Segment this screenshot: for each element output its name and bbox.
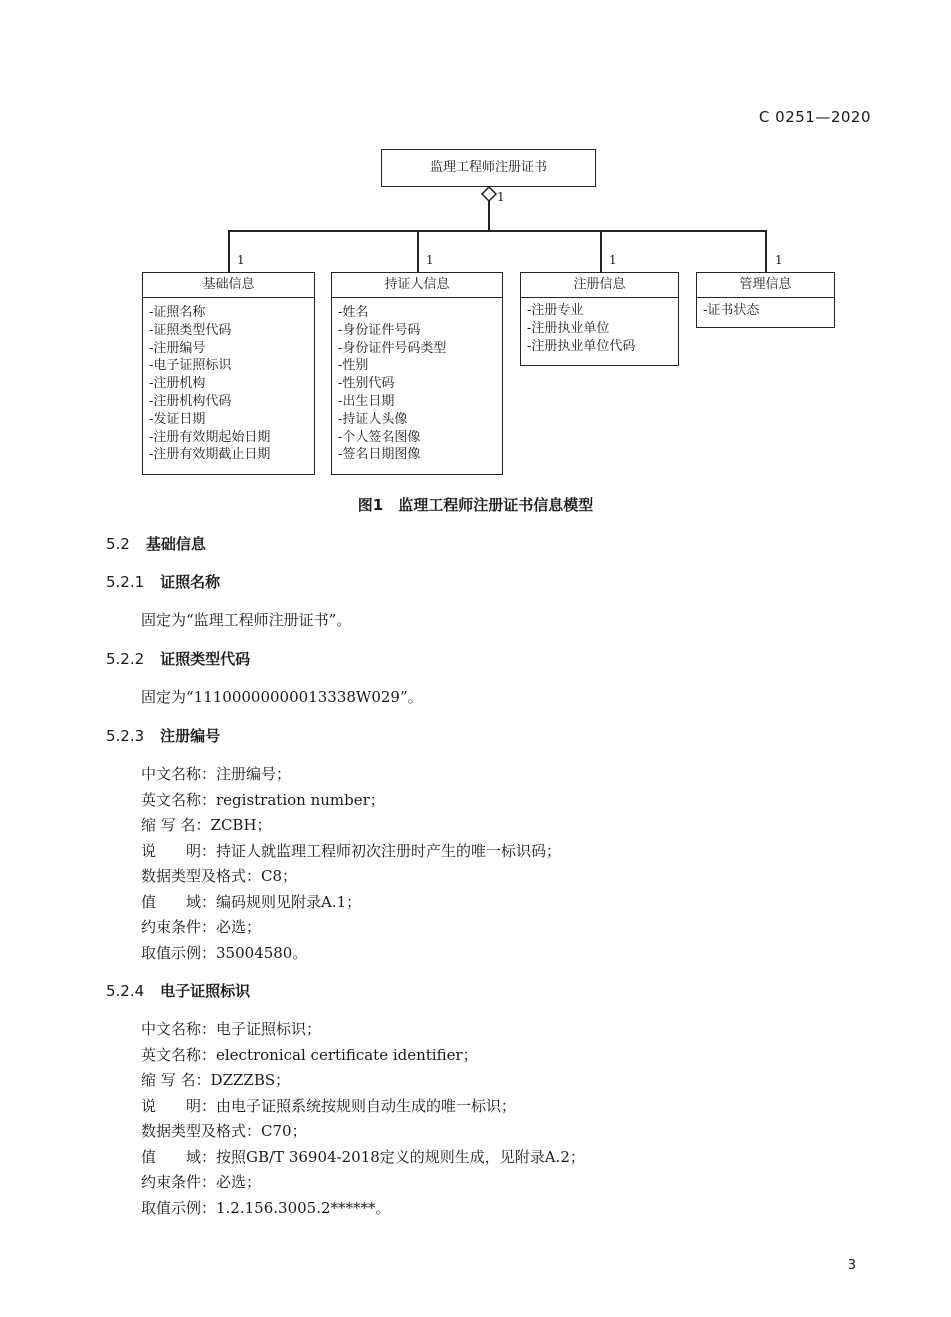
paragraph: 固定为“11100000000013338W029”。 — [141, 688, 423, 706]
field-line: 值 域：编码规则见附录A.1； — [141, 893, 362, 911]
attribute-item: -性别 — [338, 358, 369, 374]
class-box-basic-info — [142, 272, 315, 475]
section-number: 5.2.4 — [106, 982, 145, 1000]
attribute-item: -出生日期 — [338, 393, 395, 409]
section-number: 5.2.2 — [106, 650, 145, 668]
field-line: 中文名称：电子证照标识； — [141, 1020, 322, 1038]
field-line: 英文名称：electronical certificate identifier； — [141, 1046, 478, 1064]
connector-line — [417, 230, 419, 273]
connector-line — [765, 230, 767, 273]
root-class-title: 监理工程师注册证书 — [429, 160, 547, 175]
section-heading — [106, 648, 250, 669]
section-number: 5.2 — [106, 535, 130, 553]
attribute-item: -注册执业单位 — [527, 320, 610, 336]
section-title: 基础信息 — [145, 535, 206, 553]
document-code: C 0251—2020 — [758, 108, 871, 126]
paragraph: 固定为“监理工程师注册证书”。 — [141, 611, 352, 629]
section-heading — [106, 980, 250, 1001]
field-line: 约束条件：必选； — [141, 1173, 262, 1191]
field-line: 约束条件：必选； — [141, 918, 262, 936]
field-line: 数据类型及格式：C70； — [141, 1122, 307, 1140]
section-number: 5.2.3 — [106, 727, 145, 745]
attribute-item: -证书状态 — [703, 303, 760, 318]
field-line: 中文名称：注册编号； — [141, 765, 292, 783]
class-multiplicity: 1 — [237, 253, 245, 267]
field-line: 说 明：由电子证照系统按规则自动生成的唯一标识； — [141, 1097, 517, 1115]
section-title: 注册编号 — [160, 727, 221, 745]
section-title: 证照名称 — [160, 573, 221, 591]
attribute-item: -电子证照标识 — [149, 358, 232, 374]
page-number: 3 — [847, 1258, 856, 1273]
class-box-management-info — [696, 272, 835, 328]
class-multiplicity: 1 — [426, 253, 434, 267]
attribute-item: -证照类型代码 — [149, 322, 232, 338]
class-box-holder-info — [331, 272, 503, 475]
field-line: 缩 写 名：DZZZBS； — [141, 1071, 291, 1089]
attribute-item: -个人签名图像 — [338, 429, 421, 445]
field-line: 说 明：持证人就监理工程师初次注册时产生的唯一标识码； — [141, 842, 562, 860]
figure-caption: 图1 监理工程师注册证书信息模型 — [357, 496, 594, 514]
section-heading — [106, 725, 220, 746]
section-heading — [106, 571, 220, 592]
class-title: 持证人信息 — [332, 273, 502, 298]
attribute-item: -持证人头像 — [338, 411, 408, 427]
field-line: 取值示例：1.2.156.3005.2******。 — [141, 1199, 391, 1217]
class-multiplicity: 1 — [775, 253, 783, 267]
class-box-registration-info — [520, 272, 679, 366]
class-title: 管理信息 — [697, 273, 834, 298]
field-line: 值 域：按照GB/T 36904-2018定义的规则生成，见附录A.2； — [141, 1148, 585, 1166]
section-title: 证照类型代码 — [160, 650, 251, 668]
attribute-item: -注册编号 — [149, 340, 206, 356]
attribute-item: -注册有效期起始日期 — [149, 429, 271, 445]
attribute-item: -注册有效期截止日期 — [149, 447, 271, 463]
class-title: 注册信息 — [521, 273, 678, 298]
class-multiplicity: 1 — [609, 253, 617, 267]
connector-line — [600, 230, 602, 273]
attribute-item: -姓名 — [338, 305, 369, 320]
attribute-item: -签名日期图像 — [338, 447, 421, 463]
attribute-item: -注册机构代码 — [149, 393, 232, 409]
connector-line — [228, 230, 766, 232]
attribute-list — [332, 298, 502, 464]
attribute-item: -发证日期 — [149, 411, 206, 427]
connector-line — [228, 230, 230, 273]
attribute-item: -注册专业 — [527, 303, 584, 318]
root-multiplicity: 1 — [497, 190, 505, 204]
field-line: 缩 写 名：ZCBH； — [141, 816, 272, 834]
attribute-item: -身份证件号码类型 — [338, 340, 447, 356]
attribute-item: -注册机构 — [149, 376, 206, 392]
field-line: 英文名称：registration number； — [141, 791, 385, 809]
attribute-item: -注册执业单位代码 — [527, 338, 636, 354]
root-class-box — [381, 149, 596, 187]
section-number: 5.2.1 — [106, 573, 145, 591]
attribute-item: -性别代码 — [338, 376, 395, 392]
section-title: 电子证照标识 — [160, 982, 251, 1000]
field-line: 取值示例：35004580。 — [141, 944, 308, 962]
connector-line — [488, 201, 490, 231]
attribute-item: -身份证件号码 — [338, 322, 421, 338]
attribute-list — [697, 298, 834, 320]
attribute-list — [143, 298, 314, 464]
class-title: 基础信息 — [143, 273, 314, 298]
attribute-item: -证照名称 — [149, 305, 206, 320]
section-heading — [106, 533, 206, 554]
field-line: 数据类型及格式：C8； — [141, 867, 298, 885]
attribute-list — [521, 298, 678, 355]
